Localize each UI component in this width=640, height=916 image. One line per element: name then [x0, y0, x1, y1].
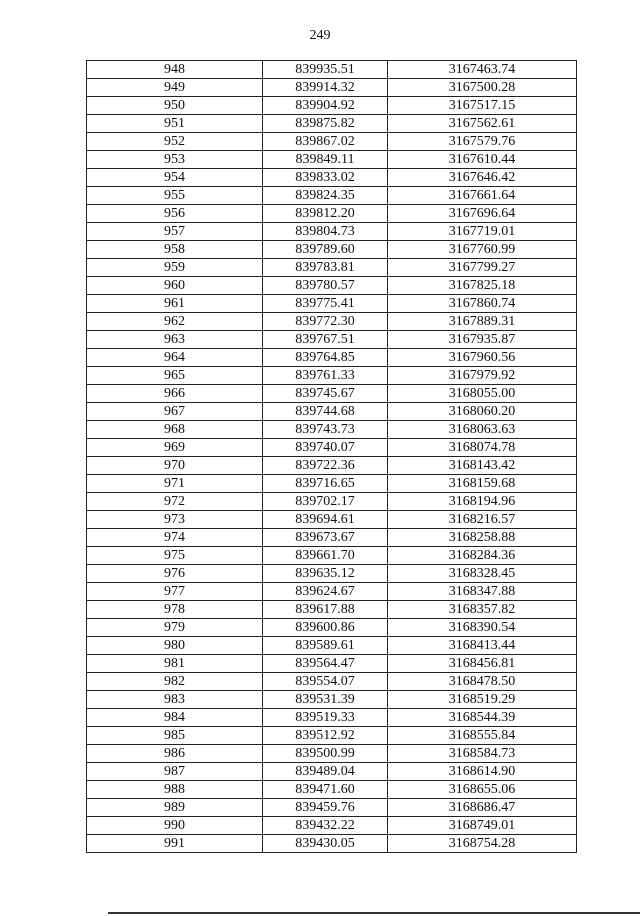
table-row [87, 799, 577, 817]
point-number-cell: 991 [87, 835, 263, 853]
x-coordinate-cell: 839661.70 [263, 547, 388, 565]
table-row [87, 565, 577, 583]
table-row [87, 637, 577, 655]
point-number-cell: 989 [87, 799, 263, 817]
x-coordinate-cell: 839702.17 [263, 493, 388, 511]
point-number-cell: 987 [87, 763, 263, 781]
table-row [87, 493, 577, 511]
x-coordinate-cell: 839617.88 [263, 601, 388, 619]
x-coordinate-cell: 839904.92 [263, 97, 388, 115]
point-number-cell: 963 [87, 331, 263, 349]
point-number-cell: 969 [87, 439, 263, 457]
table-row [87, 691, 577, 709]
point-number-cell: 978 [87, 601, 263, 619]
x-coordinate-cell: 839694.61 [263, 511, 388, 529]
x-coordinate-cell: 839783.81 [263, 259, 388, 277]
y-coordinate-cell: 3167661.64 [388, 187, 577, 205]
point-number-cell: 985 [87, 727, 263, 745]
y-coordinate-cell: 3167562.61 [388, 115, 577, 133]
x-coordinate-cell: 839767.51 [263, 331, 388, 349]
point-number-cell: 988 [87, 781, 263, 799]
y-coordinate-cell: 3168216.57 [388, 511, 577, 529]
x-coordinate-cell: 839743.73 [263, 421, 388, 439]
point-number-cell: 973 [87, 511, 263, 529]
table-row [87, 367, 577, 385]
table-row [87, 115, 577, 133]
y-coordinate-cell: 3168063.63 [388, 421, 577, 439]
table-row [87, 835, 577, 853]
table-row [87, 457, 577, 475]
x-coordinate-cell: 839500.99 [263, 745, 388, 763]
table-row [87, 61, 577, 79]
page-number: 249 [309, 28, 331, 43]
y-coordinate-cell: 3168754.28 [388, 835, 577, 853]
x-coordinate-cell: 839489.04 [263, 763, 388, 781]
x-coordinate-cell: 839804.73 [263, 223, 388, 241]
y-coordinate-cell: 3167610.44 [388, 151, 577, 169]
y-coordinate-cell: 3167696.64 [388, 205, 577, 223]
x-coordinate-cell: 839564.47 [263, 655, 388, 673]
table-row [87, 169, 577, 187]
point-number-cell: 962 [87, 313, 263, 331]
y-coordinate-cell: 3167960.56 [388, 349, 577, 367]
table-row [87, 187, 577, 205]
point-number-cell: 956 [87, 205, 263, 223]
y-coordinate-cell: 3167860.74 [388, 295, 577, 313]
point-number-cell: 977 [87, 583, 263, 601]
point-number-cell: 960 [87, 277, 263, 295]
point-number-cell: 975 [87, 547, 263, 565]
table-row [87, 385, 577, 403]
y-coordinate-cell: 3168194.96 [388, 493, 577, 511]
point-number-cell: 957 [87, 223, 263, 241]
x-coordinate-cell: 839600.86 [263, 619, 388, 637]
table-row [87, 673, 577, 691]
table-row [87, 439, 577, 457]
point-number-cell: 955 [87, 187, 263, 205]
x-coordinate-cell: 839471.60 [263, 781, 388, 799]
point-number-cell: 952 [87, 133, 263, 151]
table-row [87, 331, 577, 349]
y-coordinate-cell: 3167760.99 [388, 241, 577, 259]
y-coordinate-cell: 3168614.90 [388, 763, 577, 781]
x-coordinate-cell: 839554.07 [263, 673, 388, 691]
x-coordinate-cell: 839716.65 [263, 475, 388, 493]
table-row [87, 205, 577, 223]
x-coordinate-cell: 839935.51 [263, 61, 388, 79]
table-row [87, 583, 577, 601]
table-row [87, 403, 577, 421]
x-coordinate-cell: 839430.05 [263, 835, 388, 853]
point-number-cell: 968 [87, 421, 263, 439]
bottom-rule [108, 912, 640, 914]
y-coordinate-cell: 3168074.78 [388, 439, 577, 457]
x-coordinate-cell: 839589.61 [263, 637, 388, 655]
y-coordinate-cell: 3168357.82 [388, 601, 577, 619]
y-coordinate-cell: 3168686.47 [388, 799, 577, 817]
table-row [87, 709, 577, 727]
table-row [87, 745, 577, 763]
point-number-cell: 976 [87, 565, 263, 583]
y-coordinate-cell: 3167646.42 [388, 169, 577, 187]
y-coordinate-cell: 3167935.87 [388, 331, 577, 349]
x-coordinate-cell: 839531.39 [263, 691, 388, 709]
point-number-cell: 971 [87, 475, 263, 493]
point-number-cell: 954 [87, 169, 263, 187]
point-number-cell: 984 [87, 709, 263, 727]
point-number-cell: 951 [87, 115, 263, 133]
point-number-cell: 961 [87, 295, 263, 313]
y-coordinate-cell: 3168584.73 [388, 745, 577, 763]
y-coordinate-cell: 3167719.01 [388, 223, 577, 241]
y-coordinate-cell: 3168655.06 [388, 781, 577, 799]
x-coordinate-cell: 839775.41 [263, 295, 388, 313]
point-number-cell: 982 [87, 673, 263, 691]
point-number-cell: 986 [87, 745, 263, 763]
x-coordinate-cell: 839624.67 [263, 583, 388, 601]
point-number-cell: 979 [87, 619, 263, 637]
x-coordinate-cell: 839673.67 [263, 529, 388, 547]
x-coordinate-cell: 839745.67 [263, 385, 388, 403]
y-coordinate-cell: 3168390.54 [388, 619, 577, 637]
y-coordinate-cell: 3167517.15 [388, 97, 577, 115]
y-coordinate-cell: 3167979.92 [388, 367, 577, 385]
y-coordinate-cell: 3168347.88 [388, 583, 577, 601]
y-coordinate-cell: 3168143.42 [388, 457, 577, 475]
table-row [87, 223, 577, 241]
y-coordinate-cell: 3168478.50 [388, 673, 577, 691]
point-number-cell: 990 [87, 817, 263, 835]
point-number-cell: 966 [87, 385, 263, 403]
table-row [87, 349, 577, 367]
y-coordinate-cell: 3168159.68 [388, 475, 577, 493]
point-number-cell: 967 [87, 403, 263, 421]
x-coordinate-cell: 839914.32 [263, 79, 388, 97]
table-row [87, 655, 577, 673]
table-row [87, 781, 577, 799]
x-coordinate-cell: 839772.30 [263, 313, 388, 331]
table-row [87, 421, 577, 439]
table-row [87, 817, 577, 835]
table-row [87, 475, 577, 493]
table-row [87, 511, 577, 529]
x-coordinate-cell: 839875.82 [263, 115, 388, 133]
table-row [87, 241, 577, 259]
y-coordinate-cell: 3167799.27 [388, 259, 577, 277]
point-number-cell: 958 [87, 241, 263, 259]
y-coordinate-cell: 3167889.31 [388, 313, 577, 331]
y-coordinate-cell: 3167579.76 [388, 133, 577, 151]
x-coordinate-cell: 839761.33 [263, 367, 388, 385]
table-row [87, 295, 577, 313]
y-coordinate-cell: 3168055.00 [388, 385, 577, 403]
y-coordinate-cell: 3168328.45 [388, 565, 577, 583]
x-coordinate-cell: 839740.07 [263, 439, 388, 457]
table-row [87, 277, 577, 295]
y-coordinate-cell: 3168749.01 [388, 817, 577, 835]
x-coordinate-cell: 839512.92 [263, 727, 388, 745]
x-coordinate-cell: 839519.33 [263, 709, 388, 727]
x-coordinate-cell: 839780.57 [263, 277, 388, 295]
table-row [87, 529, 577, 547]
point-number-cell: 983 [87, 691, 263, 709]
y-coordinate-cell: 3167500.28 [388, 79, 577, 97]
point-number-cell: 964 [87, 349, 263, 367]
y-coordinate-cell: 3168544.39 [388, 709, 577, 727]
x-coordinate-cell: 839459.76 [263, 799, 388, 817]
table-row [87, 601, 577, 619]
x-coordinate-cell: 839722.36 [263, 457, 388, 475]
table-row [87, 619, 577, 637]
point-number-cell: 953 [87, 151, 263, 169]
table-row [87, 547, 577, 565]
y-coordinate-cell: 3167825.18 [388, 277, 577, 295]
y-coordinate-cell: 3168284.36 [388, 547, 577, 565]
point-number-cell: 981 [87, 655, 263, 673]
table-row [87, 79, 577, 97]
table-row [87, 727, 577, 745]
y-coordinate-cell: 3168519.29 [388, 691, 577, 709]
coordinate-table-body [87, 61, 577, 853]
point-number-cell: 965 [87, 367, 263, 385]
x-coordinate-cell: 839824.35 [263, 187, 388, 205]
x-coordinate-cell: 839744.68 [263, 403, 388, 421]
x-coordinate-cell: 839635.12 [263, 565, 388, 583]
point-number-cell: 949 [87, 79, 263, 97]
y-coordinate-cell: 3168413.44 [388, 637, 577, 655]
table-row [87, 133, 577, 151]
y-coordinate-cell: 3168456.81 [388, 655, 577, 673]
point-number-cell: 974 [87, 529, 263, 547]
point-number-cell: 959 [87, 259, 263, 277]
table-row [87, 151, 577, 169]
table-row [87, 313, 577, 331]
point-number-cell: 950 [87, 97, 263, 115]
y-coordinate-cell: 3168555.84 [388, 727, 577, 745]
x-coordinate-cell: 839432.22 [263, 817, 388, 835]
x-coordinate-cell: 839789.60 [263, 241, 388, 259]
coordinate-table [86, 60, 577, 853]
x-coordinate-cell: 839833.02 [263, 169, 388, 187]
x-coordinate-cell: 839812.20 [263, 205, 388, 223]
table-row [87, 97, 577, 115]
x-coordinate-cell: 839867.02 [263, 133, 388, 151]
y-coordinate-cell: 3168060.20 [388, 403, 577, 421]
y-coordinate-cell: 3168258.88 [388, 529, 577, 547]
point-number-cell: 948 [87, 61, 263, 79]
table-row [87, 259, 577, 277]
point-number-cell: 980 [87, 637, 263, 655]
y-coordinate-cell: 3167463.74 [388, 61, 577, 79]
table-row [87, 763, 577, 781]
point-number-cell: 970 [87, 457, 263, 475]
x-coordinate-cell: 839764.85 [263, 349, 388, 367]
x-coordinate-cell: 839849.11 [263, 151, 388, 169]
point-number-cell: 972 [87, 493, 263, 511]
